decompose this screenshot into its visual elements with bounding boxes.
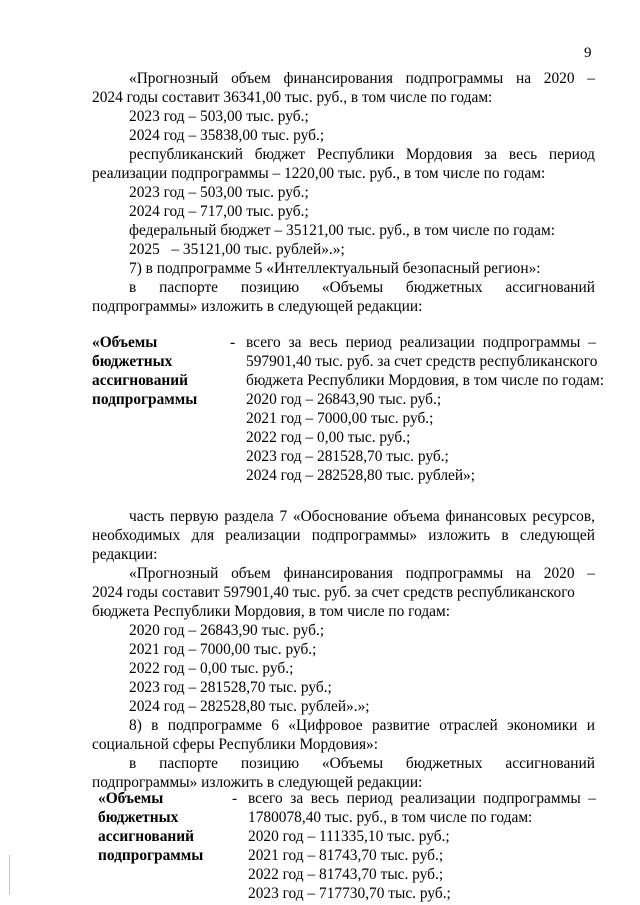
table-value-line: 2022 год – 81743,70 тыс. руб.; xyxy=(248,866,444,883)
paragraph-line: 2024 годы составит 36341,00 тыс. руб., в том числе по годам: xyxy=(92,89,493,106)
table-value-line: 2022 год – 0,00 тыс. руб.; xyxy=(246,429,411,446)
paragraph-line: подпрограммы» изложить в следующей редакции: xyxy=(92,774,423,791)
paragraph-line: необходимых для реализации подпрограммы» изложить в следующей xyxy=(92,527,595,544)
table-dash: - xyxy=(230,334,236,351)
paragraph-line: в паспорте позицию «Объемы бюджетных ассигнований xyxy=(129,279,595,296)
paragraph-line: «Прогнозный объем финансирования подпрограммы на 2020 – xyxy=(129,565,595,582)
paragraph-line: федеральный бюджет – 35121,00 тыс. руб., в том числе по годам: xyxy=(129,222,555,239)
paragraph-line: 2024 год – 282528,80 тыс. рублей».»; xyxy=(129,698,370,715)
paragraph-line: подпрограммы» изложить в следующей редакции: xyxy=(92,298,423,315)
paragraph-line: 2021 год – 7000,00 тыс. руб.; xyxy=(129,641,317,658)
table-value-line: 1780078,40 тыс. руб., в том числе по годам: xyxy=(248,809,533,826)
paragraph-line: в паспорте позицию «Объемы бюджетных ассигнований xyxy=(129,755,595,772)
table-value-line: 2021 год – 81743,70 тыс. руб.; xyxy=(248,847,444,864)
table-dash: - xyxy=(232,790,238,807)
paragraph-line: редакции: xyxy=(92,546,158,563)
paragraph-line: 2023 год – 503,00 тыс. руб.; xyxy=(129,108,309,125)
paragraph-line: республиканский бюджет Республики Мордовия за весь период xyxy=(129,146,595,163)
paragraph-line: 8) в подпрограмме 6 «Цифровое развитие отраслей экономики и xyxy=(129,717,595,734)
paragraph-line: 2024 год – 35838,00 тыс. руб.; xyxy=(129,127,325,144)
table-value-line: 2020 год – 111335,10 тыс. руб.; xyxy=(248,828,450,845)
paragraph-line: социальной сферы Республики Мордовия»: xyxy=(92,736,379,753)
table-label-line: подпрограммы xyxy=(98,847,204,864)
table-value-line: 2020 год – 26843,90 тыс. руб.; xyxy=(246,391,442,408)
scan-margin-mark xyxy=(9,855,10,895)
table-label-line: «Объемы xyxy=(92,334,158,351)
table-value-line: всего за весь период реализации подпрограммы – xyxy=(246,334,596,351)
table-value-line: всего за весь период реализации подпрограммы – xyxy=(248,790,596,807)
table-label-line: «Объемы xyxy=(98,790,164,807)
paragraph-line: 2022 год – 0,00 тыс. руб.; xyxy=(129,660,294,677)
table-label-line: бюджетных xyxy=(92,353,173,370)
paragraph-line: 2023 год – 503,00 тыс. руб.; xyxy=(129,184,309,201)
table-value-line: 2023 год – 717730,70 тыс. руб.; xyxy=(248,885,451,902)
table-value-line: бюджета Республики Мордовия, в том числе по годам: xyxy=(246,372,605,389)
table-value-line: 597901,40 тыс. руб. за счет средств республиканского xyxy=(246,353,598,370)
table-label-line: ассигнований xyxy=(98,828,195,845)
paragraph-line: 2020 год – 26843,90 тыс. руб.; xyxy=(129,622,325,639)
table-label-line: бюджетных xyxy=(98,809,179,826)
paragraph-line: 2024 год – 717,00 тыс. руб.; xyxy=(129,203,309,220)
paragraph-line: бюджета Республики Мордовия, в том числе по годам: xyxy=(92,603,451,620)
paragraph-line: 2023 год – 281528,70 тыс. руб.; xyxy=(129,679,332,696)
paragraph-line: 7) в подпрограмме 5 «Интеллектуальный безопасный регион»: xyxy=(129,260,541,277)
paragraph-line: 2024 годы составит 597901,40 тыс. руб. за счет средств республиканского xyxy=(92,584,575,601)
table-value-line: 2024 год – 282528,80 тыс. рублей»; xyxy=(246,467,476,484)
table-value-line: 2023 год – 281528,70 тыс. руб.; xyxy=(246,448,449,465)
table-value-line: 2021 год – 7000,00 тыс. руб.; xyxy=(246,410,434,427)
page-number: 9 xyxy=(584,45,592,61)
paragraph-line: часть первую раздела 7 «Обоснование объема финансовых ресурсов, xyxy=(129,508,595,525)
paragraph-line: «Прогнозный объем финансирования подпрограммы на 2020 – xyxy=(129,70,595,87)
table-label-line: ассигнований xyxy=(92,372,189,389)
table-label-line: подпрограммы xyxy=(92,391,198,408)
paragraph-line: реализации подпрограммы – 1220,00 тыс. руб., в том числе по годам: xyxy=(92,165,546,182)
paragraph-line: 2025 – 35121,00 тыс. рублей».»; xyxy=(129,241,345,258)
